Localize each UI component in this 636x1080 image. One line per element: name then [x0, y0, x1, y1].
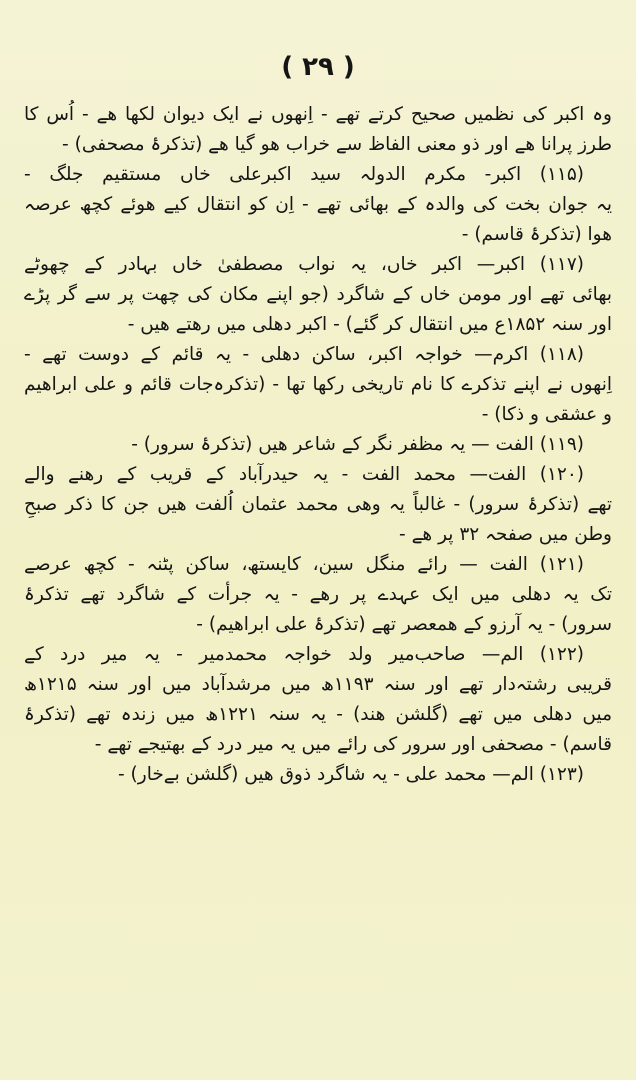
text-line: (۱۱۹) الفت — یہ مظفر نگر کے شاعر ھیں (تذکرۂ سرور) -	[131, 434, 584, 455]
text-line: (۱۲۰) الفت— محمد الفت - یہ حیدرآباد کے قریب کے رھنے والے	[24, 464, 584, 485]
text-line: ھوا (تذکرۂ قاسم) -	[461, 224, 612, 245]
text-line: تھے (تذکرۂ سرور) - غالباً یہ وھی محمد عثمان اُلفت ھیں جن کا ذکر صبحِ	[24, 494, 612, 515]
text-line: یہ جوان بخت کی والدہ کے بھائی تھے - اِن کو انتقال کیے ھوئے کچھ عرصہ	[24, 194, 612, 215]
text-line: (۱۲۱) الفت — رائے منگل سین، کایستھ، ساکن پٹنہ - کچھ عرصے	[24, 554, 584, 575]
text-line: اِنھوں نے اپنے تذکرے کا نام تاریخی رکھا تھا - (تذکرہ‌جات قائم و علی ابراھیم	[24, 374, 612, 395]
text-line: و عشقی و ذکا) -	[481, 404, 612, 425]
page-body-text	[24, 100, 612, 790]
text-line: تک یہ دھلی میں ایک عہدے پر رھے - یہ جرأت کے شاگرد تھے تذکرۂ	[24, 584, 612, 605]
text-line: اور سنہ ۱۸۵۲ع میں انتقال کر گئے) - اکبر دھلی میں رھتے ھیں -	[127, 314, 612, 335]
text-line: طرز پرانا ھے اور ذو معنی الفاظ سے خراب ھو گیا ھے (تذکرۂ مصحفی) -	[62, 134, 612, 155]
text-line: (۱۱۵) اکبر- مکرم الدولہ سید اکبرعلی خاں مستقیم جلگ -	[24, 164, 584, 185]
text-line: سرور) - یہ آرزو کے ھمعصر تھے (تذکرۂ علی ابراھیم) -	[196, 614, 612, 635]
text-line: قاسم) - مصحفی اور سرور کی رائے میں یہ میر درد کے بھتیجے تھے -	[94, 734, 612, 755]
page-number: ( ۲۹ )	[281, 52, 355, 82]
text-line: وطن میں صفحہ ۳۲ پر ھے -	[399, 524, 612, 545]
text-line: (۱۲۳) الم— محمد علی - یہ شاگرد ذوق ھیں (گلشن بےخار) -	[118, 764, 584, 785]
text-line: بھائی تھے اور مومن خاں کے شاگرد (جو اپنے مکان کی چھت پر سے گر پڑے	[24, 284, 612, 305]
text-line: قریبی رشتہ‌دار تھے اور سنہ ۱۱۹۳ھ میں مرشدآباد میں اور سنہ ۱۲۱۵ھ	[24, 674, 612, 695]
text-line: (۱۱۷) اکبر— اکبر خاں، یہ نواب مصطفیٰ خاں بہادر کے چھوٹے	[24, 254, 584, 275]
text-line: وہ اکبر کی نظمیں صحیح کرتے تھے - اِنھوں نے ایک دیوان لکھا ھے - اُس کا	[24, 104, 612, 125]
text-line: (۱۲۲) الم— صاحب‌میر ولد خواجہ محمدمیر - یہ میر درد کے	[24, 644, 584, 665]
text-line: میں دھلی میں تھے (گلشن ھند) - یہ سنہ ۱۲۲۱ھ میں زندہ تھے (تذکرۂ	[24, 704, 612, 725]
text-line: (۱۱۸) اکرم— خواجہ اکبر، ساکن دھلی - یہ قائم کے دوست تھے -	[24, 344, 584, 365]
